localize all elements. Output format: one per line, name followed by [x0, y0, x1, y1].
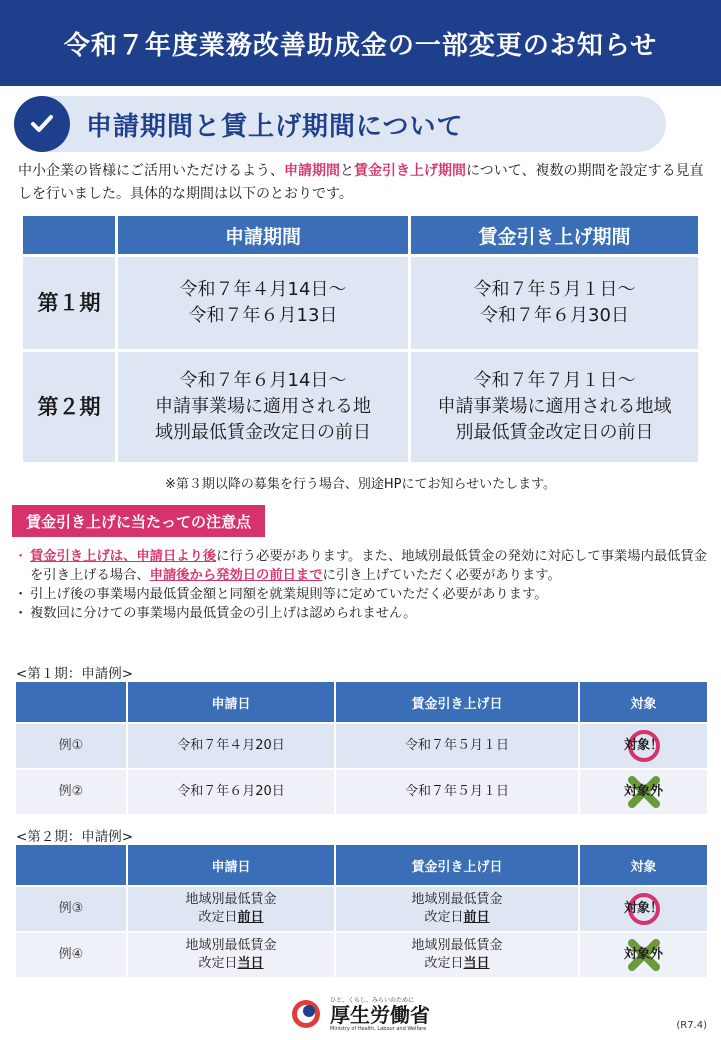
caution-item: ・ 賃金引き上げは、申請日より後に行う必要があります。また、地域別最低賃金の発効に対応して事業場内最低賃金を引き上げる場合、申請後から発効日の前日までに引き上げていただく必要があります。 — [14, 547, 709, 585]
intro-paragraph — [18, 160, 708, 206]
page-banner — [0, 0, 721, 86]
ministry-name: 厚生労働省 — [330, 1003, 430, 1027]
intro-highlight: 賃金引き上げ期間 — [354, 163, 466, 179]
example-status — [580, 933, 707, 977]
example-label: 例② — [16, 770, 126, 814]
example-status — [580, 724, 707, 768]
example2-table — [14, 843, 709, 979]
caution-label: 賃金引き上げに当たっての注意点 — [12, 505, 265, 537]
period-label: 第１期 — [23, 257, 115, 349]
example-row — [16, 724, 707, 768]
intro-text: について、複数の期間を設定する見直しを行いました。具体的な期間は以下のとおりです。 — [18, 163, 704, 202]
period-header-blank — [23, 216, 115, 254]
period-header-apply: 申請期間 — [118, 216, 408, 254]
example-apply: 令和７年４月20日 — [128, 724, 334, 768]
period-table — [20, 213, 701, 465]
intro-text: と — [340, 163, 354, 179]
ministry-name-en: Ministry of Health, Labour and Welfare — [330, 1026, 427, 1032]
example-apply: 地域別最低賃金 改定日当日 — [128, 933, 334, 977]
ex-header-wage: 賃金引き上げ日 — [336, 682, 578, 722]
example-row — [16, 887, 707, 931]
example1-table — [14, 680, 709, 816]
period-apply: 令和７年６月14日～ 申請事業場に適用される地 域別最低賃金改定日の前日 — [118, 352, 408, 462]
period-row — [23, 257, 698, 349]
ex-header-blank — [16, 682, 126, 722]
eligible-badge: 対象！ — [609, 729, 679, 763]
example-wage: 地域別最低賃金 改定日前日 — [336, 887, 578, 931]
period-row — [23, 352, 698, 462]
revision-mark: (R7.4) — [676, 1020, 707, 1031]
example-label: 例④ — [16, 933, 126, 977]
example-label: 例① — [16, 724, 126, 768]
intro-text: 中小企業の皆様にご活用いただけるよう、 — [18, 163, 284, 179]
period-apply: 令和７年４月14日～ 令和７年６月13日 — [118, 257, 408, 349]
example-row — [16, 933, 707, 977]
example-row — [16, 770, 707, 814]
example-status — [580, 770, 707, 814]
ex-header-wage: 賃金引き上げ日 — [336, 845, 578, 885]
ministry-emblem-icon — [290, 998, 322, 1030]
example2-heading: <第２期：申請例> — [16, 829, 134, 845]
banner-title: 令和７年度業務改善助成金の一部変更のお知らせ — [63, 30, 658, 61]
caution-item: ・ 複数回に分けての事業場内最低賃金の引上げは認められません。 — [14, 604, 709, 623]
period-label: 第２期 — [23, 352, 115, 462]
intro-highlight: 申請期間 — [284, 163, 340, 179]
ex-header-apply: 申請日 — [128, 845, 334, 885]
period-note: ※第３期以降の募集を行う場合、別途HPにてお知らせいたします。 — [164, 477, 557, 492]
section-heading — [14, 96, 666, 152]
ineligible-badge: 対象外 — [609, 775, 679, 809]
example-status — [580, 887, 707, 931]
caution-item: ・ 引上げ後の事業場内最低賃金額と同額を就業規則等に定めていただく必要があります。 — [14, 585, 709, 604]
ministry-logo — [290, 995, 430, 1032]
ex-header-status: 対象 — [580, 845, 707, 885]
example-apply: 令和７年６月20日 — [128, 770, 334, 814]
period-header-wage: 賃金引き上げ期間 — [411, 216, 698, 254]
example-apply: 地域別最低賃金 改定日前日 — [128, 887, 334, 931]
period-wage: 令和７年５月１日～ 令和７年６月30日 — [411, 257, 698, 349]
eligible-badge: 対象！ — [609, 892, 679, 926]
example-label: 例③ — [16, 887, 126, 931]
ex-header-status: 対象 — [580, 682, 707, 722]
ex-header-apply: 申請日 — [128, 682, 334, 722]
ineligible-badge: 対象外 — [609, 938, 679, 972]
section-title: 申請期間と賃上げ期間について — [86, 111, 464, 142]
example-wage: 令和７年５月１日 — [336, 770, 578, 814]
ex-header-blank — [16, 845, 126, 885]
caution-list — [14, 547, 709, 623]
check-icon — [14, 96, 70, 152]
period-wage: 令和７年７月１日～ 申請事業場に適用される地域 別最低賃金改定日の前日 — [411, 352, 698, 462]
ministry-tagline: ひと、くらし、みらいのために — [330, 997, 415, 1004]
example-wage: 地域別最低賃金 改定日当日 — [336, 933, 578, 977]
example-wage: 令和７年５月１日 — [336, 724, 578, 768]
example1-heading: <第１期：申請例> — [16, 666, 134, 682]
